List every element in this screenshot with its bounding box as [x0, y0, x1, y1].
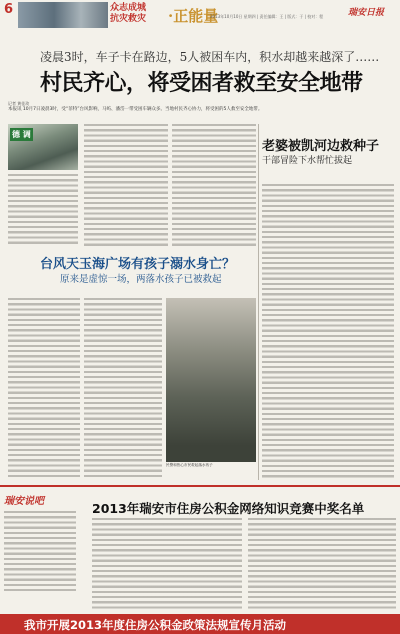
- body-column: [8, 298, 80, 480]
- section-banner-line2: 抗灾救灾: [110, 14, 147, 24]
- body-column: [84, 124, 168, 248]
- ad-text: [4, 511, 76, 591]
- side-story-subtitle: 干部冒险下水帮忙拔起: [262, 156, 353, 166]
- header-meta: 2013年10月10日 星期四 | 责任编辑：王 | 版式：于 | 校对：程: [210, 14, 324, 19]
- side-story-headline: [262, 139, 397, 167]
- main-lead: 本报讯 10月7日凌晨3时，受“菲特”台风影响，马屿、潘岱一带受困车辆众多。当地村民齐心协力，将受困的5人救至安全地带。: [8, 107, 263, 112]
- section-divider: [0, 485, 400, 487]
- mid-story-caption: 民警和热心市民救起落水孩子: [166, 463, 213, 467]
- section-banner: [110, 3, 168, 27]
- page-number: 6: [4, 2, 14, 17]
- column-divider: [258, 124, 259, 480]
- main-headline: 村民齐心，将受困者救至安全地带: [40, 71, 363, 96]
- winners-list: [92, 518, 242, 610]
- mid-story-photo: [166, 298, 256, 462]
- ad-logo: 瑞安说吧: [4, 496, 44, 507]
- side-story-title: 老婆被凯河边救种子: [262, 139, 380, 154]
- main-kicker: 凌晨3时，车子卡在路边，5人被困车内，积水却越来越深了……: [40, 50, 380, 64]
- body-column: [84, 298, 162, 480]
- section-banner-line1: 众志成城: [110, 3, 147, 13]
- body-column: [8, 174, 78, 246]
- mid-story-title: 台风天玉海广场有孩子溺水身亡？: [40, 257, 236, 272]
- header-photo: [18, 2, 108, 28]
- quiz-winners-title: 2013年瑞安市住房公积金网络知识竞赛中奖名单: [92, 501, 365, 516]
- winners-list: [248, 518, 396, 610]
- bottom-banner-text: 我市开展2013年度住房公积金政策法规宣传月活动: [24, 618, 287, 632]
- section-banner-gold: ·正能量: [168, 7, 219, 25]
- main-byline: 记者 黄佳玫: [8, 101, 30, 106]
- bottom-banner: [0, 614, 400, 634]
- ad-panel: [4, 492, 80, 612]
- photo-badge: 德 调: [12, 129, 31, 139]
- page-header: [0, 0, 400, 30]
- body-column: [172, 124, 256, 248]
- body-column: [262, 184, 394, 480]
- mid-story-subtitle: 原来是虚惊一场，两落水孩子已被救起: [60, 274, 222, 285]
- newspaper-logo: 瑞安日报: [348, 8, 385, 18]
